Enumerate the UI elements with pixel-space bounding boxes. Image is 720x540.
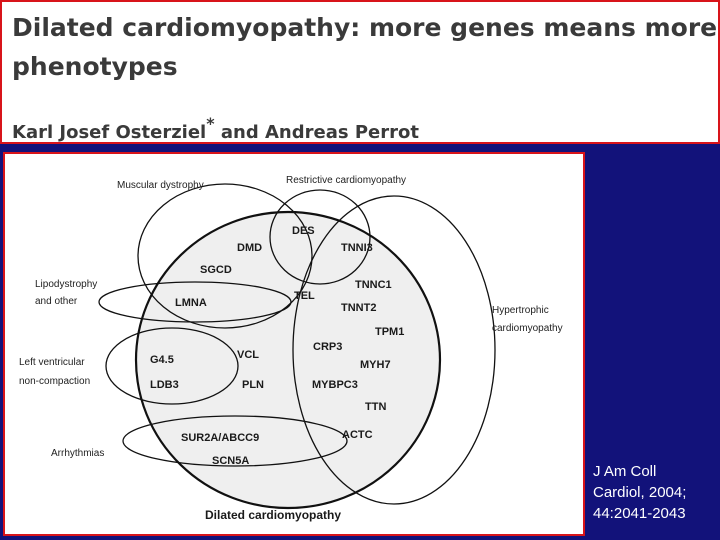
gene-g45: G4.5: [150, 354, 174, 366]
label-and-other: and other: [35, 296, 78, 307]
authors-line: [12, 116, 419, 143]
gene-ldb3: LDB3: [150, 379, 179, 391]
gene-tel: TEL: [294, 290, 315, 302]
label-hypertrophic-1: Hypertrophic: [492, 305, 549, 316]
venn-diagram: [5, 154, 583, 534]
gene-tnnc1: TNNC1: [355, 279, 392, 291]
author-2: and Andreas Perrot: [214, 122, 419, 143]
page-title: Dilated cardiomyopathy: more genes means more phenotypes: [12, 13, 718, 81]
gene-vcl: VCL: [237, 349, 259, 361]
gene-tnnt2: TNNT2: [341, 302, 377, 314]
gene-pln: PLN: [242, 379, 264, 391]
citation-line-3: 44:2041-2043: [593, 505, 686, 522]
label-arrhythmias: Arrhythmias: [51, 448, 105, 459]
label-lv-2: non-compaction: [19, 376, 91, 387]
citation-line-1: J Am Coll: [593, 463, 657, 480]
gene-dmd: DMD: [237, 242, 263, 254]
citation: [593, 461, 717, 524]
label-hypertrophic-2: cardiomyopathy: [492, 323, 563, 334]
venn-diagram-panel: [3, 152, 585, 536]
citation-line-2: Cardiol, 2004;: [593, 484, 687, 501]
gene-sur2a: SUR2A/ABCC9: [181, 432, 260, 444]
gene-scn5a: SCN5A: [212, 455, 250, 467]
label-muscular-dystrophy: Muscular dystrophy: [117, 180, 204, 191]
gene-myh7: MYH7: [360, 359, 391, 371]
gene-tnni3: TNNI3: [341, 242, 373, 254]
gene-mybpc3: MYBPC3: [312, 379, 358, 391]
gene-ttn: TTN: [365, 401, 387, 413]
label-dilated: Dilated cardiomyopathy: [205, 508, 342, 522]
author-1: Karl Josef Osterziel: [12, 122, 207, 143]
gene-crp3: CRP3: [313, 341, 343, 353]
gene-lmna: LMNA: [175, 297, 207, 309]
author-mark: *: [206, 114, 215, 133]
title-header: [0, 0, 720, 144]
gene-sgcd: SGCD: [200, 264, 232, 276]
gene-des: DES: [292, 225, 315, 237]
gene-actc: ACTC: [342, 429, 373, 441]
label-lipodystrophy: Lipodystrophy: [35, 279, 98, 290]
gene-tpm1: TPM1: [375, 326, 405, 338]
label-restrictive: Restrictive cardiomyopathy: [286, 175, 407, 186]
label-lv-1: Left ventricular: [19, 357, 85, 368]
